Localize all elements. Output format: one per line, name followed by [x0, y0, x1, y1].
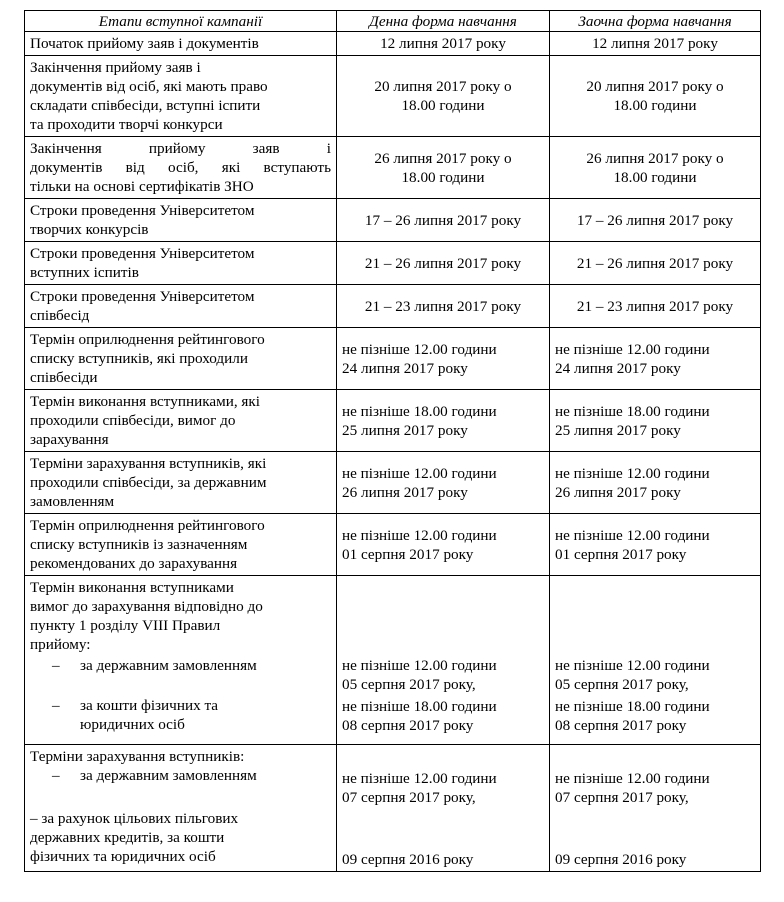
stage-line: вступних іспитів [30, 264, 139, 281]
stage-line: замовленням [30, 493, 115, 510]
stage-line: Строки проведення Університетом [30, 202, 255, 219]
cell-full-time [337, 452, 550, 514]
date-line: 17 – 26 липня 2017 року [576, 211, 734, 229]
date-line: не пізніше 18.00 години [555, 402, 710, 420]
table-row [25, 137, 761, 199]
cell-stage [25, 328, 337, 390]
cell-full-time [337, 242, 550, 285]
date-line: 18.00 години [613, 97, 697, 114]
stage-line: Терміни зарахування вступників, які [30, 455, 267, 472]
stage-line: зарахування [30, 431, 109, 448]
header-part-time: Заочна форма навчання [550, 11, 761, 32]
dash-marker: – [52, 697, 60, 714]
stage-line: складати співбесіди, вступні іспити [30, 97, 261, 114]
cell-part-time [550, 745, 761, 872]
date-line: 26 липня 2017 року [555, 483, 681, 501]
cell-full-time [337, 514, 550, 576]
table-row-enrollment [25, 745, 761, 872]
list-item [30, 696, 331, 715]
stage-line: Термін оприлюднення рейтингового [30, 331, 265, 348]
cell-full-time [337, 56, 550, 137]
cell-full-time [337, 390, 550, 452]
date-line: 01 серпня 2017 року [555, 545, 687, 563]
cell-full-time [337, 285, 550, 328]
date-line: 18.00 години [401, 168, 485, 186]
date-line: 09 серпня 2016 року [555, 851, 687, 868]
stage-line: Закінчення прийому заяв і [30, 140, 331, 157]
cell-stage [25, 452, 337, 514]
table-row [25, 328, 761, 390]
list-item [30, 766, 331, 785]
date-line: 07 серпня 2017 року, [555, 789, 689, 806]
date-line: 24 липня 2017 року [342, 359, 468, 377]
date-line: не пізніше 18.00 години [342, 698, 497, 715]
cell-stage [25, 199, 337, 242]
cell-part-time [550, 285, 761, 328]
cell-part-time [550, 452, 761, 514]
date-line: 08 серпня 2017 року [555, 717, 687, 734]
date-line: 25 липня 2017 року [342, 421, 468, 439]
header-stage: Етапи вступної кампанії [25, 11, 337, 32]
table-row [25, 32, 761, 56]
cell-full-time [337, 199, 550, 242]
stage-line: Початок прийому заяв і документів [30, 35, 259, 52]
date-line: 05 серпня 2017 року, [342, 676, 476, 693]
date-line: 18.00 години [401, 97, 485, 114]
table-header-row [25, 11, 761, 32]
stage-line: прийому: [30, 636, 91, 653]
dash-marker: – [52, 657, 60, 674]
cell-full-time [337, 137, 550, 199]
cell-part-time [550, 56, 761, 137]
stage-line: вимог до зарахування відповідно до [30, 598, 263, 615]
dash-marker: – [52, 767, 60, 784]
table-row [25, 56, 761, 137]
cell-stage [25, 56, 337, 137]
cell-full-time [337, 328, 550, 390]
date-line: не пізніше 12.00 години [342, 526, 497, 544]
cell-part-time [550, 32, 761, 56]
date-line: не пізніше 12.00 години [555, 340, 710, 358]
cell-full-time [337, 745, 550, 872]
table-row [25, 199, 761, 242]
list-item [30, 656, 331, 675]
stage-line: співбесід [30, 307, 90, 324]
date-line: не пізніше 12.00 години [342, 770, 497, 787]
header-full-time: Денна форма навчання [337, 11, 550, 32]
date-line: не пізніше 12.00 години [342, 340, 497, 358]
date-line: 18.00 години [613, 168, 697, 186]
cell-stage [25, 576, 337, 745]
date-line: не пізніше 12.00 години [555, 526, 710, 544]
cell-stage [25, 32, 337, 56]
date-line: не пізніше 12.00 години [342, 464, 497, 482]
stage-line: та проходити творчі конкурси [30, 116, 223, 133]
stage-line: Строки проведення Університетом [30, 288, 255, 305]
table-row [25, 390, 761, 452]
cell-stage [25, 137, 337, 199]
table-body-special [25, 576, 761, 872]
stage-line: документів від осіб, які мають право [30, 78, 268, 95]
date-line: не пізніше 12.00 години [555, 464, 710, 482]
date-line: 07 серпня 2017 року, [342, 789, 476, 806]
list-item-text: фізичних та юридичних осіб [30, 848, 216, 865]
cell-part-time [550, 199, 761, 242]
table-row [25, 514, 761, 576]
date-line: 26 липня 2017 року о [374, 149, 512, 167]
stage-line: проходили співбесіди, за державним [30, 474, 267, 491]
date-line: не пізніше 18.00 години [555, 698, 710, 715]
date-line: 21 – 23 липня 2017 року [576, 297, 734, 315]
stage-line: Термін виконання вступниками [30, 579, 234, 596]
cell-part-time [550, 514, 761, 576]
date-line: 08 серпня 2017 року [342, 717, 474, 734]
stage-line: списку вступників, які проходили [30, 350, 248, 367]
cell-part-time [550, 390, 761, 452]
table-row-requirements [25, 576, 761, 745]
date-line: 20 липня 2017 року о [586, 78, 724, 95]
date-line: 20 липня 2017 року о [374, 78, 512, 95]
stage-line: співбесіди [30, 369, 98, 386]
table-row [25, 452, 761, 514]
cell-part-time [550, 328, 761, 390]
date-line: 25 липня 2017 року [555, 421, 681, 439]
list-item-text: за державним замовленням [80, 767, 257, 784]
date-line: 26 липня 2017 року [342, 483, 468, 501]
stage-line: проходили співбесіди, вимог до [30, 412, 236, 429]
table-row [25, 242, 761, 285]
list-item-text: – за рахунок цільових пільгових [30, 810, 239, 827]
date-line: 09 серпня 2016 року [342, 851, 474, 868]
list-item-text: державних кредитів, за кошти [30, 829, 225, 846]
cell-part-time [550, 137, 761, 199]
date-line: не пізніше 12.00 години [555, 657, 710, 674]
stage-line: творчих конкурсів [30, 221, 149, 238]
stage-line: Закінчення прийому заяв і [30, 59, 201, 76]
admission-schedule-table [24, 10, 761, 872]
cell-part-time [550, 242, 761, 285]
cell-stage [25, 514, 337, 576]
date-line: 12 липня 2017 року [380, 35, 506, 52]
cell-full-time [337, 32, 550, 56]
stage-line: пункту 1 розділу VIII Правил [30, 617, 221, 634]
stage-line: Терміни зарахування вступників: [30, 748, 245, 765]
date-line: 21 – 23 липня 2017 року [364, 297, 522, 315]
cell-stage [25, 285, 337, 328]
stage-line: рекомендованих до зарахування [30, 555, 238, 572]
date-line: 21 – 26 липня 2017 року [364, 254, 522, 272]
date-line: не пізніше 18.00 години [342, 402, 497, 420]
stage-line: Термін виконання вступниками, які [30, 393, 261, 410]
list-item-text: за державним замовленням [80, 657, 257, 674]
date-line: 26 липня 2017 року о [586, 149, 724, 167]
date-line: 05 серпня 2017 року, [555, 676, 689, 693]
date-line: 24 липня 2017 року [555, 359, 681, 377]
date-line: не пізніше 12.00 години [555, 770, 710, 787]
stage-line: Термін оприлюднення рейтингового [30, 517, 265, 534]
table-row [25, 285, 761, 328]
date-line: 21 – 26 липня 2017 року [576, 254, 734, 272]
date-line: не пізніше 12.00 години [342, 657, 497, 674]
stage-line: Строки проведення Університетом [30, 245, 255, 262]
date-line: 12 липня 2017 року [592, 35, 718, 52]
date-line: 17 – 26 липня 2017 року [364, 211, 522, 229]
stage-line: списку вступників із зазначенням [30, 536, 248, 553]
list-item-text: юридичних осіб [80, 716, 185, 733]
stage-line: документів від осіб, які вступають [30, 159, 331, 176]
table-body [25, 32, 761, 576]
cell-stage [25, 390, 337, 452]
date-line: 01 серпня 2017 року [342, 545, 474, 563]
cell-stage [25, 242, 337, 285]
cell-full-time [337, 576, 550, 745]
stage-line: тільки на основі сертифікатів ЗНО [30, 178, 254, 195]
list-item-text: за кошти фізичних та [80, 697, 219, 714]
cell-part-time [550, 576, 761, 745]
cell-stage [25, 745, 337, 872]
